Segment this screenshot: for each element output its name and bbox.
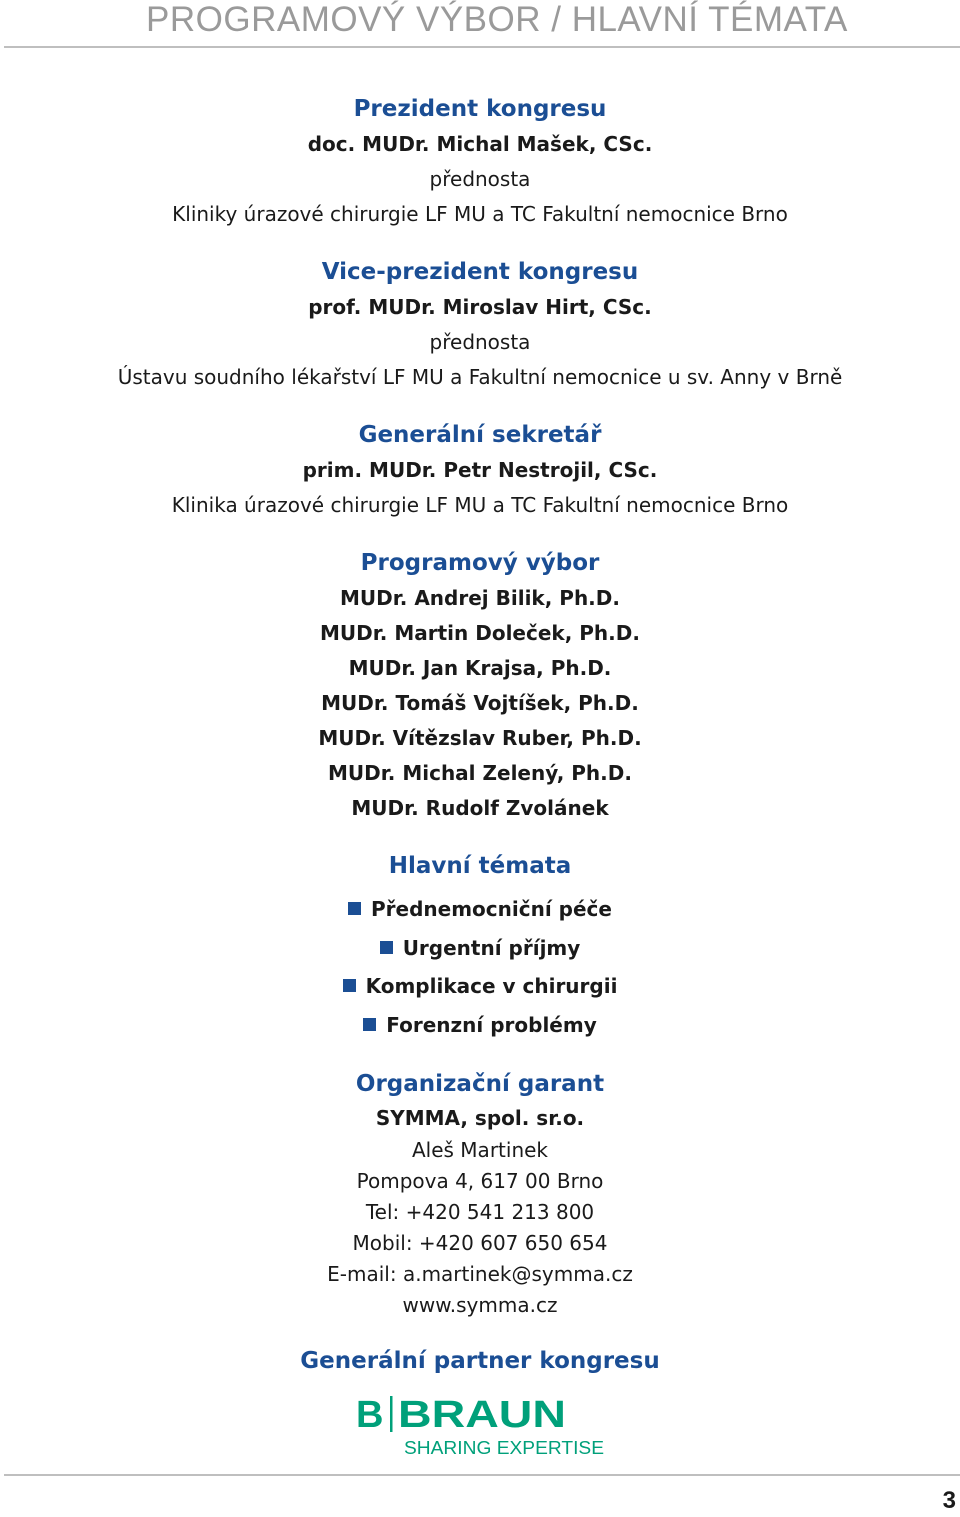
square-bullet-icon: [363, 1018, 376, 1031]
partner-section: [0, 1343, 960, 1463]
secretary-heading: Generální sekretář: [358, 422, 602, 448]
bbraun-logo: [0, 1389, 960, 1463]
footer-divider: [4, 1474, 960, 1476]
topic-label: Přednemocniční péče: [371, 897, 612, 921]
committee-member: MUDr. Rudolf Zvolánek: [351, 796, 609, 820]
vice-president-institution: Ústavu soudního lékařství LF MU a Fakultní nemocnice u sv. Anny v Brně: [117, 365, 843, 389]
committee-member: MUDr. Vítězslav Ruber, Ph.D.: [318, 726, 642, 750]
logo-separator: [390, 1396, 393, 1432]
secretary-name: prim. MUDr. Petr Nestrojil, CSc.: [302, 458, 658, 482]
organizer-contact: Aleš Martinek: [411, 1138, 548, 1162]
page-header-title: PROGRAMOVÝ VÝBOR / HLAVNÍ TÉMATA: [146, 0, 848, 39]
committee-member: MUDr. Jan Krajsa, Ph.D.: [348, 656, 612, 680]
president-name: doc. MUDr. Michal Mašek, CSc.: [307, 132, 653, 156]
committee-member: MUDr. Martin Doleček, Ph.D.: [320, 621, 640, 645]
bbraun-logo-icon: [354, 1389, 614, 1459]
president-institution: Kliniky úrazové chirurgie LF MU a TC Fakultní nemocnice Brno: [172, 202, 788, 226]
president-section: [0, 91, 960, 232]
topic-item: [0, 890, 960, 929]
square-bullet-icon: [348, 902, 361, 915]
page-number: 3: [942, 1487, 956, 1514]
organizer-section: [0, 1066, 960, 1321]
secretary-institution: Klinika úrazové chirurgie LF MU a TC Fakultní nemocnice Brno: [171, 493, 789, 517]
vice-president-heading: Vice-prezident kongresu: [321, 259, 639, 285]
organizer-address: Pompova 4, 617 00 Brno: [356, 1169, 604, 1193]
topic-item: [0, 967, 960, 1006]
committee-section: [0, 545, 960, 826]
logo-letter-b: B: [356, 1394, 384, 1436]
logo-wordmark: BRAUN: [398, 1394, 566, 1436]
square-bullet-icon: [343, 979, 356, 992]
topics-section: [0, 848, 960, 1044]
committee-heading: Programový výbor: [360, 550, 600, 576]
organizer-website[interactable]: www.symma.cz: [402, 1293, 558, 1317]
topic-label: Komplikace v chirurgii: [365, 974, 618, 998]
topic-label: Urgentní příjmy: [402, 935, 581, 960]
header-divider: [4, 46, 960, 48]
secretary-section: [0, 417, 960, 523]
topic-label: Forenzní problémy: [386, 1012, 597, 1037]
vice-president-name: prof. MUDr. Miroslav Hirt, CSc.: [308, 295, 652, 319]
organizer-tel: Tel: +420 541 213 800: [365, 1200, 595, 1224]
organizer-mobile: Mobil: +420 607 650 654: [352, 1231, 608, 1255]
president-heading: Prezident kongresu: [353, 96, 607, 122]
square-bullet-icon: [380, 941, 393, 954]
vice-president-role: přednosta: [429, 330, 531, 354]
topic-item: [0, 1006, 960, 1045]
vice-president-section: [0, 254, 960, 395]
logo-tagline: SHARING EXPERTISE: [404, 1438, 604, 1458]
organizer-email[interactable]: E-mail: a.martinek@symma.cz: [327, 1262, 633, 1286]
committee-member: MUDr. Andrej Bilik, Ph.D.: [340, 586, 620, 610]
organizer-company: SYMMA, spol. sr.o.: [375, 1106, 585, 1130]
committee-member: MUDr. Tomáš Vojtíšek, Ph.D.: [321, 691, 639, 715]
topics-list: [0, 890, 960, 1044]
president-role: přednosta: [429, 167, 531, 191]
committee-member: MUDr. Michal Zelený, Ph.D.: [328, 761, 632, 785]
main-content: [0, 91, 960, 1463]
topics-heading: Hlavní témata: [388, 853, 572, 879]
organizer-heading: Organizační garant: [355, 1071, 605, 1097]
partner-heading: Generální partner kongresu: [300, 1348, 660, 1374]
topic-item: [0, 929, 960, 968]
